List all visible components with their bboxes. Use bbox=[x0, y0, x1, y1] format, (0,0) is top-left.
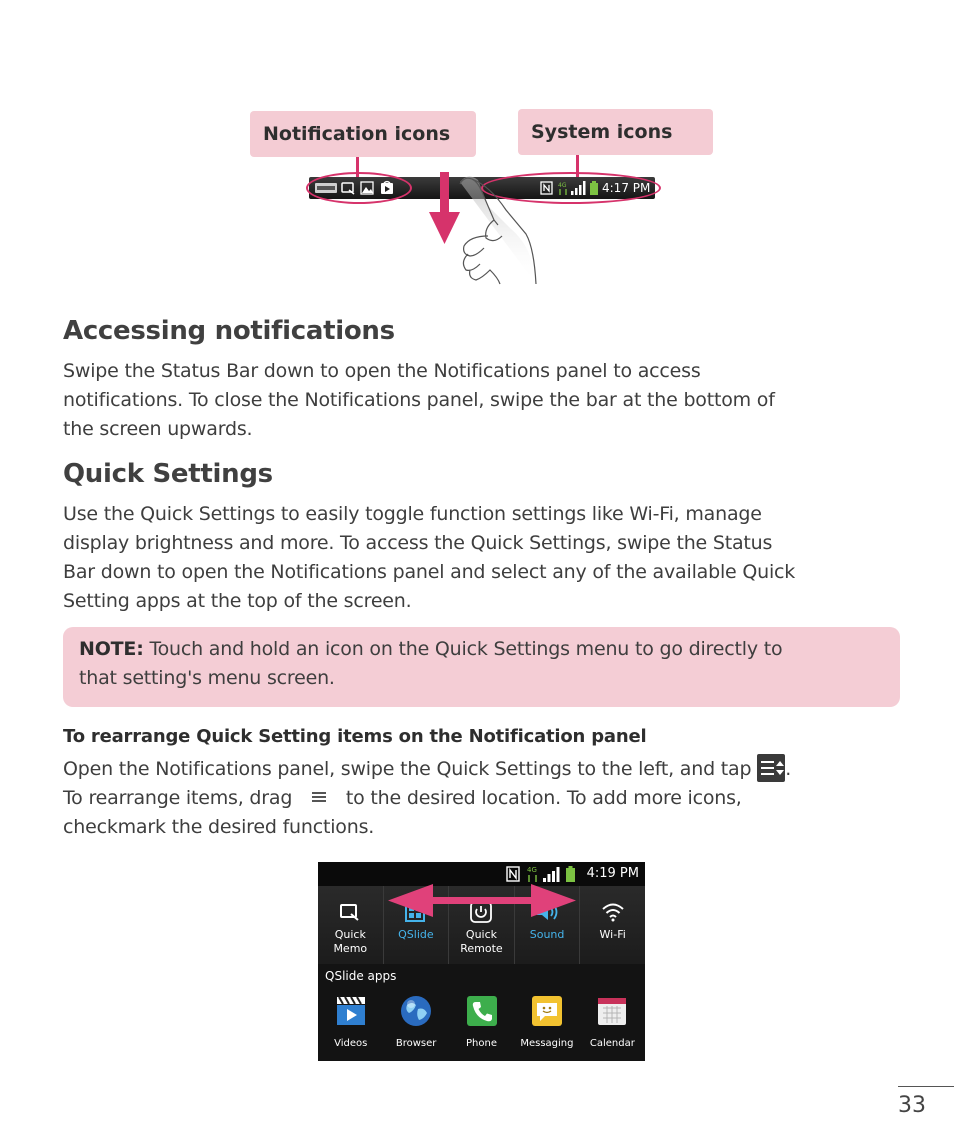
note-line-2: that setting's menu screen. bbox=[79, 667, 335, 689]
wifi-label: Wi-Fi bbox=[599, 928, 626, 941]
rearrange-text-1-end: . bbox=[785, 758, 792, 780]
nfc-icon bbox=[506, 866, 520, 882]
note-line-1 bbox=[79, 635, 884, 664]
notification-icons-highlight bbox=[306, 172, 412, 204]
quick-remote-label bbox=[460, 928, 502, 956]
qslide-apps-title: QSlide apps bbox=[325, 969, 397, 983]
messaging-icon bbox=[531, 995, 563, 1027]
notification-icons-label: Notification icons bbox=[263, 123, 451, 145]
quick-setting-qslide[interactable] bbox=[384, 886, 450, 964]
drag-handle-icon bbox=[302, 787, 336, 807]
sound-label: Sound bbox=[529, 928, 565, 941]
edit-quick-settings-icon bbox=[757, 754, 785, 782]
quick-setting-quick-memo[interactable] bbox=[318, 886, 384, 964]
qslide-label: QSlide bbox=[398, 928, 434, 941]
section1-line-1: Swipe the Status Bar down to open the Notifications panel to access bbox=[63, 360, 701, 382]
svg-text:4G: 4G bbox=[527, 866, 537, 874]
phone-clock: 4:19 PM bbox=[586, 866, 639, 881]
rearrange-text-2a: To rearrange items, drag bbox=[63, 787, 293, 809]
svg-text:4G: 4G bbox=[558, 182, 567, 189]
quick-setting-label bbox=[333, 928, 367, 956]
sound-icon bbox=[535, 902, 559, 922]
quick-memo-icon bbox=[339, 902, 361, 922]
qslide-apps-row bbox=[318, 990, 645, 1060]
messaging-label: Messaging bbox=[520, 1038, 574, 1049]
section1-line-3: the screen upwards. bbox=[63, 418, 253, 440]
phone-label: Phone bbox=[466, 1038, 497, 1049]
section2-line-2: display brightness and more. To access the Quick Settings, swipe the Status bbox=[63, 532, 773, 554]
quick-remote-icon bbox=[470, 901, 492, 923]
calendar-label: Calendar bbox=[589, 1038, 635, 1049]
rearrange-text-1: Open the Notifications panel, swipe the Quick Settings to the left, and tap bbox=[63, 758, 752, 780]
quick-settings-heading: Quick Settings bbox=[63, 459, 273, 489]
section2-line-3: Bar down to open the Notifications panel and select any of the available Quick bbox=[63, 561, 796, 583]
system-icons-label: System icons bbox=[531, 121, 673, 143]
rearrange-heading: To rearrange Quick Setting items on the Notification panel bbox=[63, 726, 647, 747]
app-messaging[interactable] bbox=[514, 990, 579, 1060]
rearrange-line-1 bbox=[63, 755, 791, 784]
phone-icon bbox=[466, 995, 498, 1027]
quick-remote-label-2: Remote bbox=[460, 942, 503, 955]
notification-icons-callout bbox=[250, 111, 476, 157]
quick-settings-panel bbox=[318, 862, 645, 1061]
quick-setting-quick-remote[interactable] bbox=[449, 886, 515, 964]
status-clock: 4:17 PM bbox=[602, 181, 651, 195]
app-videos[interactable] bbox=[318, 990, 383, 1060]
note-box bbox=[63, 627, 900, 707]
data-4g-icon bbox=[527, 865, 538, 883]
section2-line-4: Setting apps at the top of the screen. bbox=[63, 590, 412, 612]
calendar-icon bbox=[596, 995, 628, 1027]
app-browser[interactable] bbox=[383, 990, 448, 1060]
app-calendar[interactable] bbox=[580, 990, 645, 1060]
section1-line-2: notifications. To close the Notifications panel, swipe the bar at the bottom of bbox=[63, 389, 775, 411]
system-icons-callout bbox=[518, 109, 713, 155]
quick-settings-row bbox=[318, 886, 645, 964]
accessing-notifications-heading: Accessing notifications bbox=[63, 316, 395, 346]
quick-setting-wifi[interactable] bbox=[580, 886, 645, 964]
wifi-icon bbox=[601, 902, 625, 922]
signal-strength-icon bbox=[543, 867, 560, 882]
qslide-icon bbox=[405, 902, 427, 922]
phone-status-bar bbox=[318, 862, 645, 886]
section2-line-1: Use the Quick Settings to easily toggle function settings like Wi-Fi, manage bbox=[63, 503, 762, 525]
quick-memo-label-2: Memo bbox=[333, 942, 368, 955]
battery-icon bbox=[566, 866, 575, 882]
browser-icon bbox=[400, 995, 432, 1027]
browser-label: Browser bbox=[395, 1038, 437, 1049]
note-text-1: Touch and hold an icon on the Quick Settings menu to go directly to bbox=[149, 638, 783, 660]
videos-label: Videos bbox=[334, 1038, 368, 1049]
note-label: NOTE: bbox=[79, 638, 144, 660]
quick-remote-label-1: Quick bbox=[465, 928, 498, 941]
finger-swipe-icon bbox=[450, 170, 550, 288]
rearrange-line-3: checkmark the desired functions. bbox=[63, 816, 375, 838]
quick-setting-sound[interactable] bbox=[515, 886, 581, 964]
rearrange-text-2b: to the desired location. To add more icons, bbox=[345, 787, 742, 809]
rearrange-line-2 bbox=[63, 784, 742, 813]
page-number-rule bbox=[898, 1086, 954, 1087]
app-phone[interactable] bbox=[449, 990, 514, 1060]
videos-icon bbox=[335, 995, 367, 1027]
quick-memo-label-1: Quick bbox=[334, 928, 366, 941]
page-number: 33 bbox=[898, 1093, 926, 1118]
